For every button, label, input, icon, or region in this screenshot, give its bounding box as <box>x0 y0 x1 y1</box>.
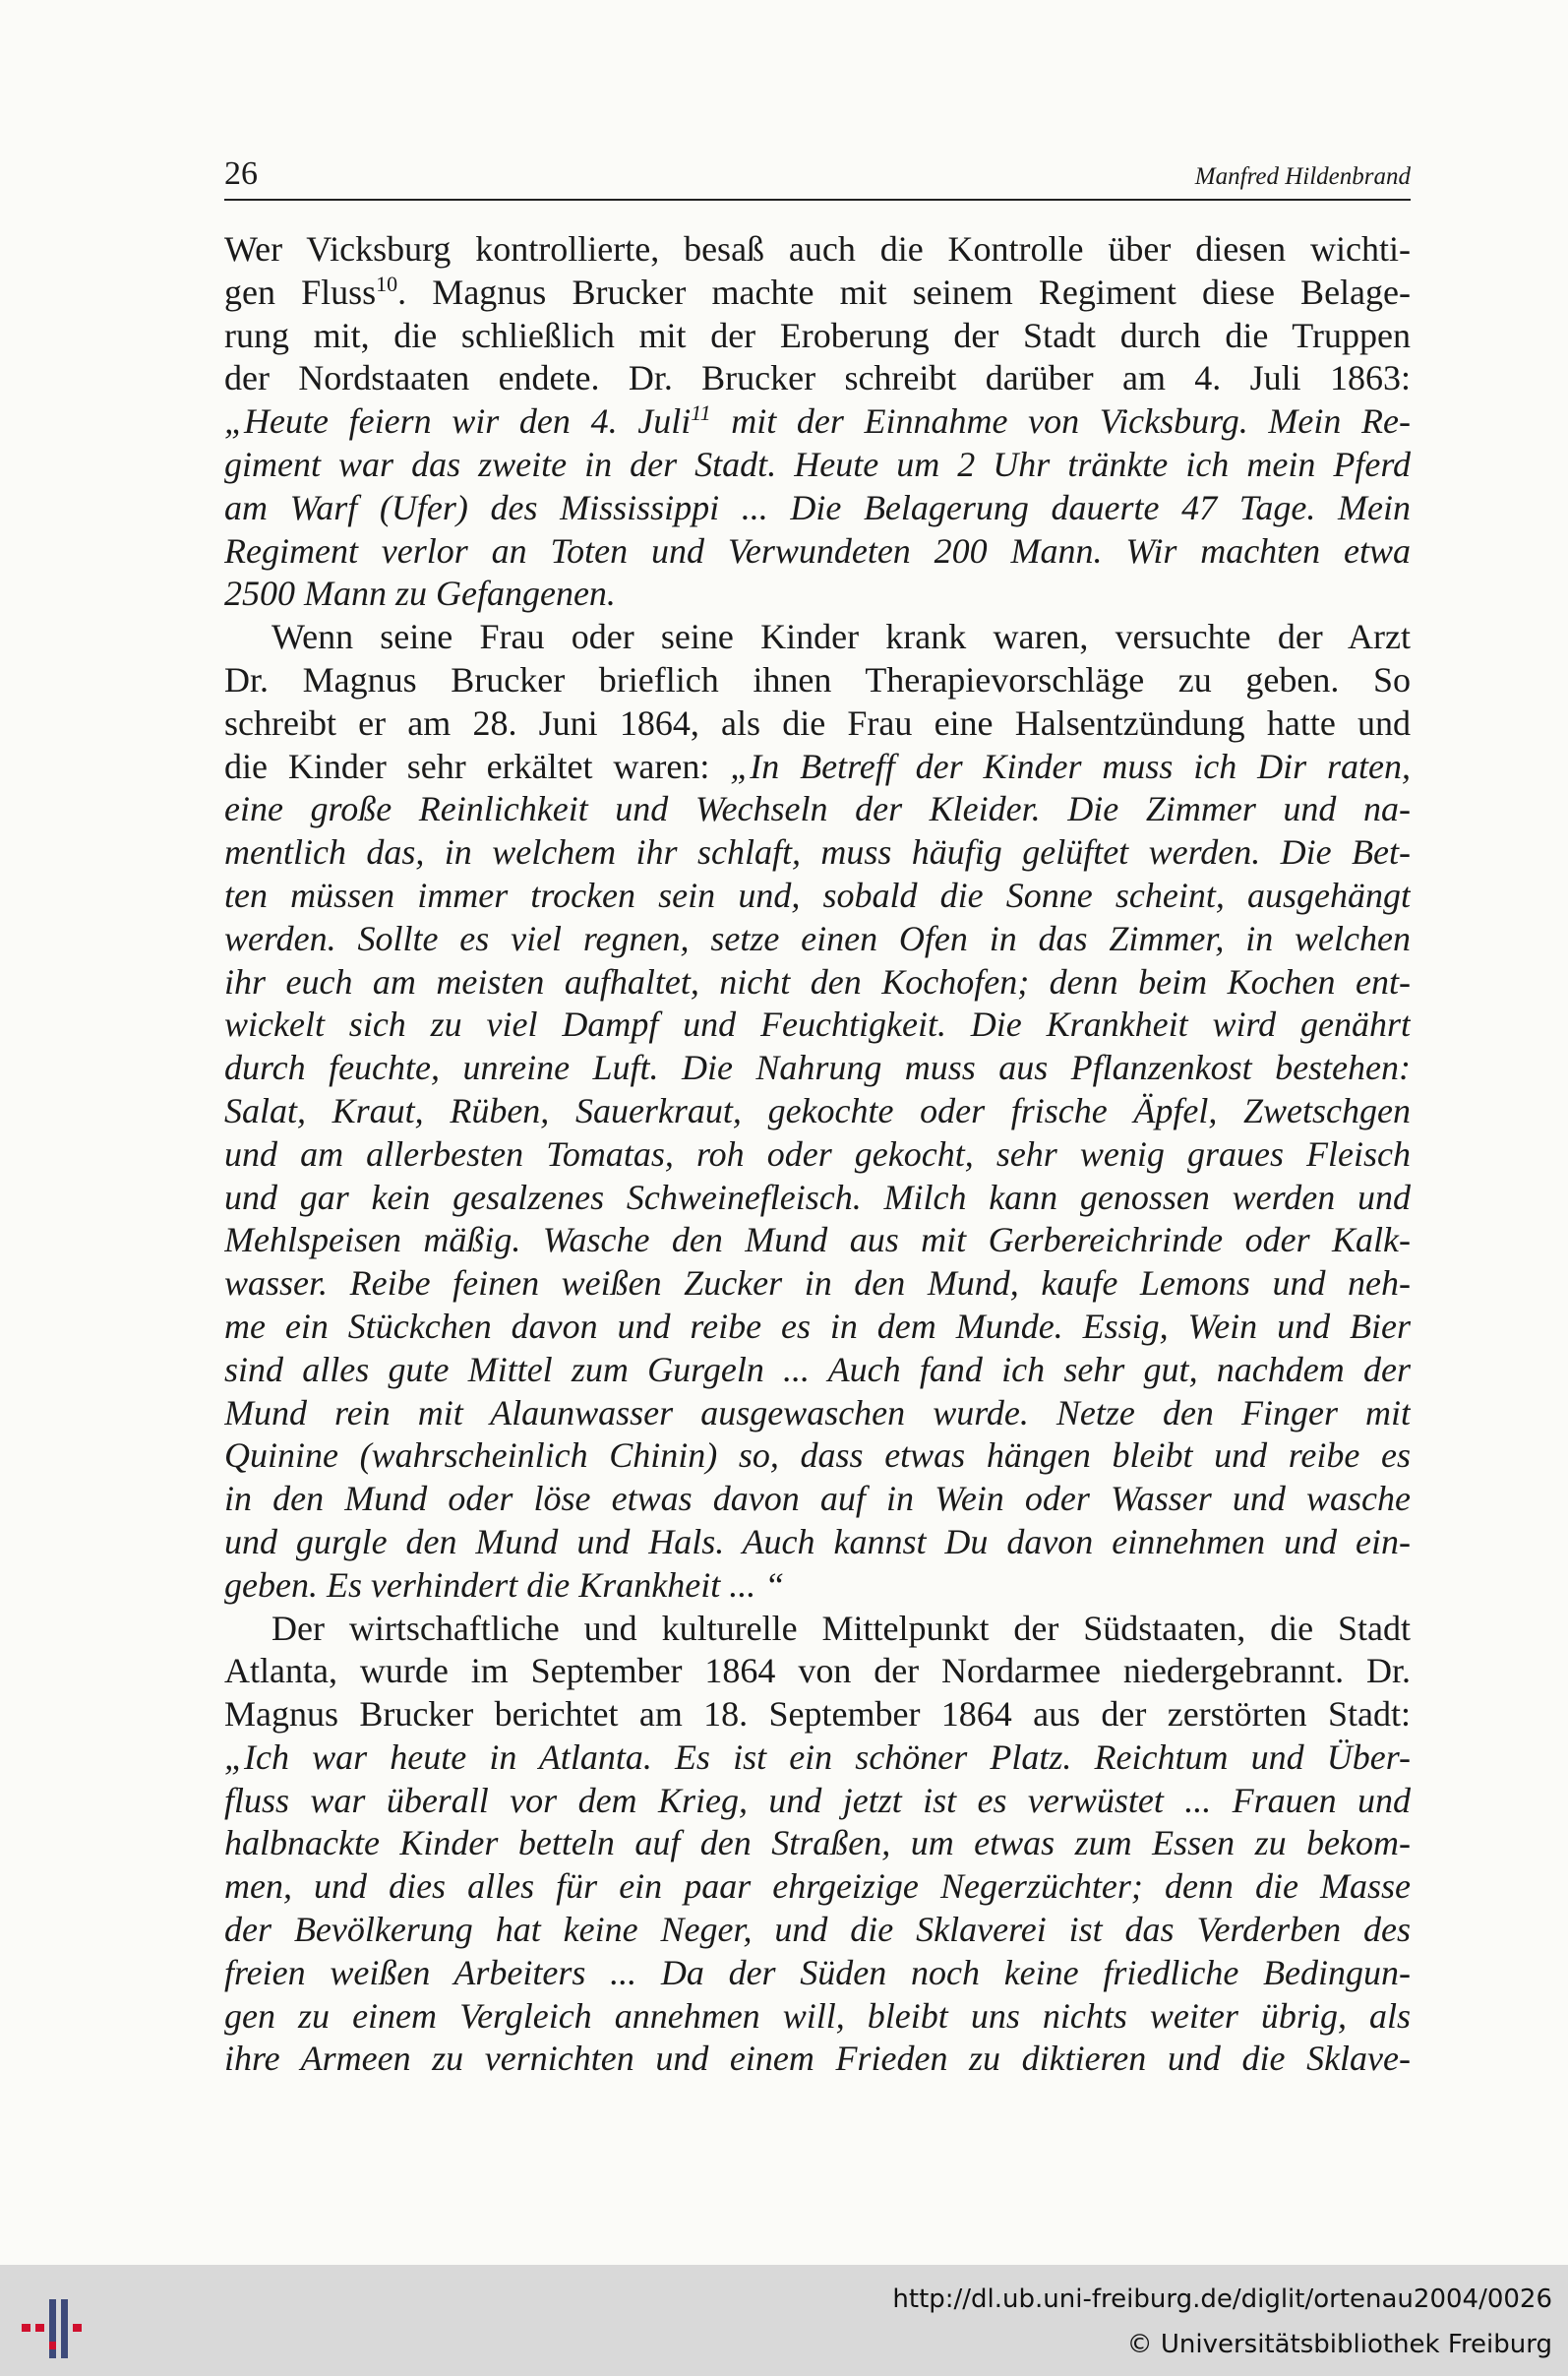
text-line <box>224 1392 1411 1435</box>
text-line <box>224 1262 1411 1306</box>
footnote-marker: 10 <box>376 271 398 296</box>
text-line <box>224 788 1411 831</box>
text-line <box>224 1306 1411 1349</box>
text-line <box>224 400 1411 444</box>
line-text: Der wirtschaftliche und kulturelle Mittelpunkt der Südstaaten, die Stadt <box>271 1608 1411 1648</box>
text-line <box>224 1650 1411 1693</box>
line-text: der Bevölkerung hat keine Neger, und die Sklaverei ist das Verderben des <box>224 1910 1411 1950</box>
text-line <box>224 1133 1411 1177</box>
line-text: wickelt sich zu viel Dampf und Feuchtigkeit. Die Krankheit wird genährt <box>224 1005 1411 1045</box>
line-text: gen zu einem Vergleich annehmen will, bleibt uns nichts weiter übrig, als <box>224 1995 1411 2036</box>
line-text: Magnus Brucker berichtet am 18. September 1864 aus der zerstörten Stadt: <box>224 1694 1411 1735</box>
page-header <box>224 148 1411 201</box>
line-text: eine große Reinlichkeit und Wechseln der Kleider. Die Zimmer und na- <box>224 789 1411 829</box>
text-line <box>224 1478 1411 1521</box>
text-line <box>224 702 1411 746</box>
body-text <box>224 228 1411 2081</box>
text-line <box>224 616 1411 659</box>
line-text: freien weißen Arbeiters ... Da der Süden noch keine friedliche Bedingun- <box>224 1952 1411 1992</box>
line-text: giment war das zweite in der Stadt. Heute um 2 Uhr tränkte ich mein Pferd <box>224 444 1411 484</box>
line-text: werden. Sollte es viel regnen, setze einen Ofen in das Zimmer, in welchen <box>224 918 1411 958</box>
line-text: und gar kein gesalzenes Schweinefleisch. Milch kann genossen werden und <box>224 1177 1411 1217</box>
line-text: Mund rein mit Alaunwasser ausgewaschen wurde. Netze den Finger mit <box>224 1392 1411 1432</box>
page-number: 26 <box>224 155 258 192</box>
text-line <box>224 961 1411 1005</box>
text-line <box>224 1909 1411 1952</box>
text-line <box>224 1865 1411 1909</box>
text-line <box>224 659 1411 702</box>
text-line <box>224 1090 1411 1133</box>
line-text: Quinine (wahrscheinlich Chinin) so, dass etwas hängen bleibt und reibe es <box>224 1435 1411 1476</box>
line-text: rung mit, die schließlich mit der Eroberung der Stadt durch die Truppen <box>224 315 1411 355</box>
line-text: halbnackte Kinder betteln auf den Straßen, um etwas zum Essen zu bekom- <box>224 1823 1411 1863</box>
line-text: am Warf (Ufer) des Mississippi ... Die Belagerung dauerte 47 Tage. Mein <box>224 487 1411 527</box>
line-text: sind alles gute Mittel zum Gurgeln ... Auch fand ich sehr gut, nachdem der <box>224 1349 1411 1389</box>
text-line <box>224 315 1411 358</box>
text-line <box>224 2038 1411 2081</box>
text-line <box>224 1434 1411 1478</box>
text-line <box>224 1693 1411 1736</box>
line-text: „Ich war heute in Atlanta. Es ist ein schöner Platz. Reichtum und Über- <box>224 1736 1411 1777</box>
text-line <box>224 1047 1411 1090</box>
line-text: Atlanta, wurde im September 1864 von der Nordarmee niedergebrannt. Dr. <box>224 1651 1411 1691</box>
line-text: ihr euch am meisten aufhaltet, nicht den Kochofen; denn beim Kochen ent- <box>224 961 1411 1002</box>
line-text: mit der Einnahme von Vicksburg. Mein Re- <box>710 401 1411 442</box>
text-line <box>224 487 1411 530</box>
line-text: fluss war überall vor dem Krieg, und jetzt ist es verwüstet ... Frauen und <box>224 1780 1411 1820</box>
line-text: me ein Stückchen davon und reibe es in dem Munde. Essig, Wein und Bier <box>224 1306 1411 1346</box>
line-text: mentlich das, in welchem ihr schlaft, muss häufig gelüftet werden. Die Bet- <box>224 832 1411 873</box>
line-text: Mehlspeisen mäßig. Wasche den Mund aus mit Gerbereichrinde oder Kalk- <box>224 1220 1411 1260</box>
line-text: in den Mund oder löse etwas davon auf in Wein oder Wasser und wasche <box>224 1479 1411 1519</box>
text-line <box>224 357 1411 400</box>
line-text: Wer Vicksburg kontrollierte, besaß auch die Kontrolle über diesen wichti- <box>224 229 1411 269</box>
line-text: Wenn seine Frau oder seine Kinder krank waren, versuchte der Arzt <box>271 617 1411 657</box>
text-line <box>224 918 1411 961</box>
text-line <box>224 1564 1411 1608</box>
text-line <box>224 228 1411 272</box>
text-line <box>224 1177 1411 1220</box>
line-text: wasser. Reibe feinen weißen Zucker in den Mund, kaufe Lemons und neh- <box>224 1263 1411 1304</box>
footer-bar <box>0 2265 1568 2376</box>
text-line <box>224 1822 1411 1865</box>
line-text: geben. Es verhindert die Krankheit ... “ <box>224 1564 785 1605</box>
line-text: . Magnus Brucker machte mit seinem Regiment diese Belage- <box>397 272 1411 312</box>
quote-text: „In Betreff der Kinder muss ich Dir raten, <box>730 746 1411 786</box>
running-head: Manfred Hildenbrand <box>1194 163 1411 190</box>
text-line <box>224 1736 1411 1780</box>
line-text: 2500 Mann zu Gefangenen. <box>224 574 616 614</box>
line-text: ten müssen immer trocken sein und, sobald die Sonne scheint, ausgehängt <box>224 875 1411 915</box>
text-line <box>224 1349 1411 1392</box>
line-text: ihre Armeen zu vernichten und einem Frieden zu diktieren und die Sklave- <box>224 2039 1411 2079</box>
text-line <box>224 1004 1411 1047</box>
text-line <box>224 1219 1411 1262</box>
text-line <box>224 530 1411 574</box>
line-text: durch feuchte, unreine Luft. Die Nahrung muss aus Pflanzenkost bestehen: <box>224 1048 1411 1088</box>
text-line <box>224 875 1411 918</box>
line-text: „Heute feiern wir den 4. Juli <box>224 401 692 442</box>
text-line <box>224 272 1411 315</box>
text-line <box>224 444 1411 487</box>
text-line <box>224 831 1411 875</box>
line-text: schreibt er am 28. Juni 1864, als die Frau eine Halsentzündung hatte und <box>224 702 1411 743</box>
ub-freiburg-logo-icon[interactable] <box>20 2294 98 2363</box>
line-text: die Kinder sehr erkältet waren: <box>224 746 731 786</box>
line-text: men, und dies alles für ein paar ehrgeizige Negerzüchter; denn die Masse <box>224 1866 1411 1907</box>
copyright-notice: © Universitätsbibliothek Freiburg <box>1126 2330 1552 2359</box>
text-line <box>224 746 1411 789</box>
line-text: gen Fluss <box>224 272 377 312</box>
line-text: Dr. Magnus Brucker brieflich ihnen Therapievorschläge zu geben. So <box>224 659 1411 700</box>
text-line <box>224 1995 1411 2039</box>
source-url-link[interactable]: http://dl.ub.uni-freiburg.de/diglit/ortenau2004/0026 <box>892 2285 1552 2314</box>
line-text: und am allerbesten Tomatas, roh oder gekocht, sehr wenig graues Fleisch <box>224 1133 1411 1174</box>
text-line <box>224 1608 1411 1651</box>
text-line <box>224 1521 1411 1564</box>
line-text: und gurgle den Mund und Hals. Auch kannst Du davon einnehmen und ein- <box>224 1521 1411 1561</box>
text-line <box>224 1952 1411 1995</box>
footnote-marker: 11 <box>691 400 711 426</box>
line-text: Regiment verlor an Toten und Verwundeten 200 Mann. Wir machten etwa <box>224 530 1411 571</box>
line-text: der Nordstaaten endete. Dr. Brucker schreibt darüber am 4. Juli 1863: <box>224 358 1411 398</box>
line-text: Salat, Kraut, Rüben, Sauerkraut, gekochte oder frische Äpfel, Zwetschgen <box>224 1090 1411 1130</box>
text-line <box>224 573 1411 616</box>
text-line <box>224 1780 1411 1823</box>
